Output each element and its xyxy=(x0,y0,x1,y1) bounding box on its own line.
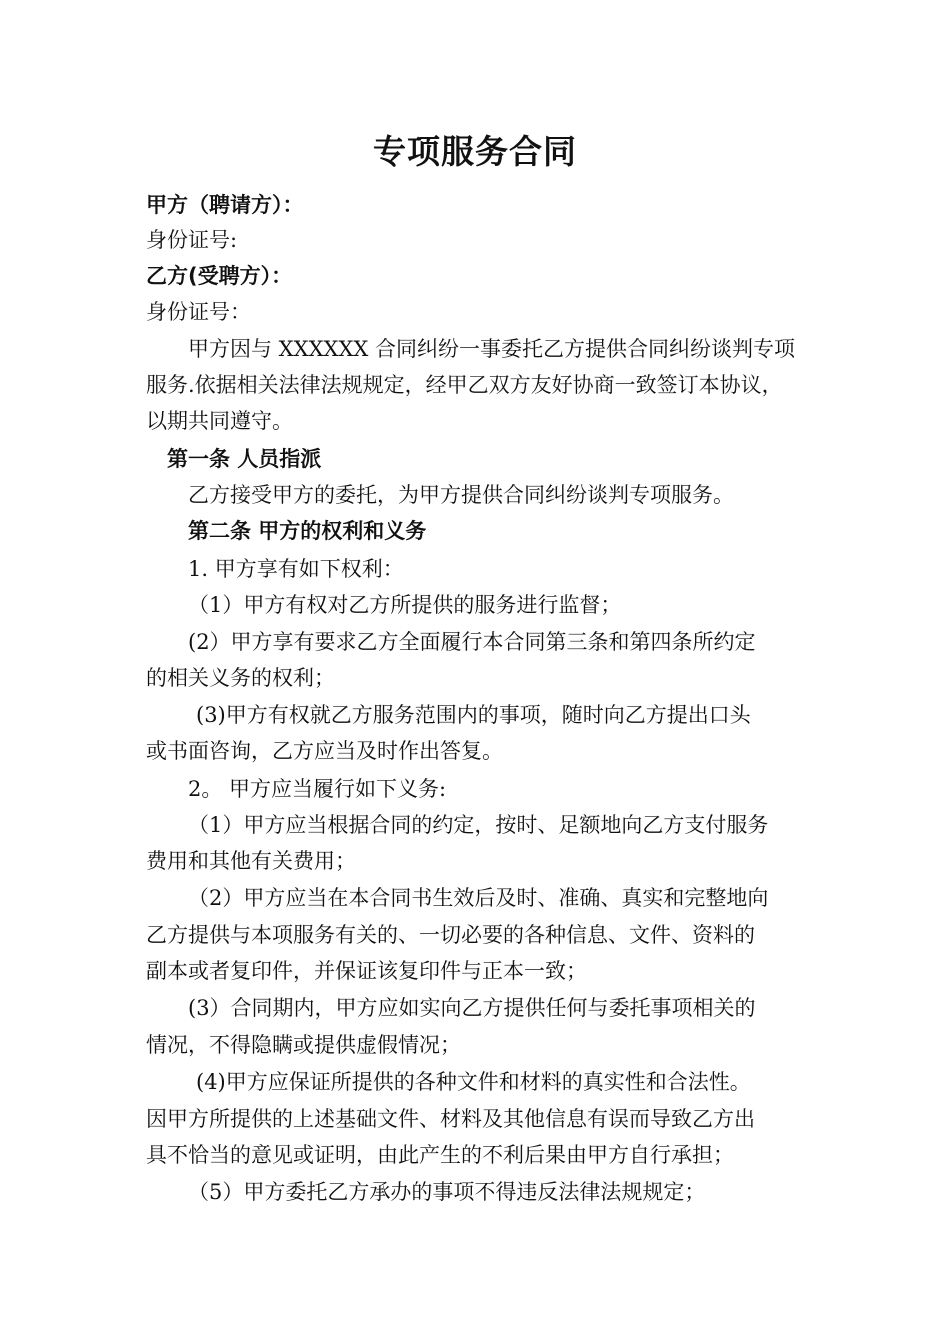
list-item: (2）甲方享有要求乙方全面履行本合同第三条和第四条所约定 xyxy=(188,630,756,654)
party-a-id-label: 身份证号: xyxy=(146,228,238,252)
list-item: 情况，不得隐瞒或提供虚假情况； xyxy=(146,1033,461,1057)
list-item: (4)甲方应保证所提供的各种文件和材料的真实性和合法性。 xyxy=(196,1070,751,1094)
section-heading: 第一条 人员指派 xyxy=(167,447,322,471)
party-a-label: 甲方（聘请方）： xyxy=(146,193,304,217)
paragraph-line: 甲方因与 XXXXXX 合同纠纷一事委托乙方提供合同纠纷谈判专项 xyxy=(188,337,796,361)
list-item: （2）甲方应当在本合同书生效后及时、准确、真实和完整地向 xyxy=(188,886,769,910)
list-item: 具不恰当的意见或证明，由此产生的不利后果由甲方自行承担； xyxy=(146,1143,734,1167)
paragraph-line: 以期共同遵守。 xyxy=(146,409,293,433)
list-item: 乙方提供与本项服务有关的、一切必要的各种信息、文件、资料的 xyxy=(146,923,755,947)
list-item: 或书面咨询，乙方应当及时作出答复。 xyxy=(146,739,503,763)
list-item: （5）甲方委托乙方承办的事项不得违反法律法规规定； xyxy=(188,1180,706,1204)
paragraph-line: 乙方接受甲方的委托，为甲方提供合同纠纷谈判专项服务。 xyxy=(188,483,734,507)
list-item: （1）甲方应当根据合同的约定，按时、足额地向乙方支付服务 xyxy=(188,813,769,837)
list-item: 的相关义务的权利； xyxy=(146,666,335,690)
list-item: 副本或者复印件，并保证该复印件与正本一致； xyxy=(146,959,587,983)
paragraph-line: 服务.依据相关法律法规规定，经甲乙双方友好协商一致签订本协议， xyxy=(146,373,783,397)
list-item: （1）甲方有权对乙方所提供的服务进行监督； xyxy=(188,593,622,617)
party-b-label: 乙方(受聘方）： xyxy=(146,264,293,288)
list-item: (3）合同期内，甲方应如实向乙方提供任何与委托事项相关的 xyxy=(188,996,756,1020)
page-title: 专项服务合同 xyxy=(373,132,577,171)
section-heading: 第二条 甲方的权利和义务 xyxy=(188,519,427,543)
list-item: 2。 甲方应当履行如下义务: xyxy=(188,777,447,801)
party-b-id-label: 身份证号： xyxy=(146,300,251,324)
list-item: 费用和其他有关费用； xyxy=(146,849,356,873)
list-item: 因甲方所提供的上述基础文件、材料及其他信息有误而导致乙方出 xyxy=(146,1107,755,1131)
list-item: 1. 甲方享有如下权利： xyxy=(188,557,404,581)
list-item: (3)甲方有权就乙方服务范围内的事项，随时向乙方提出口头 xyxy=(196,703,751,727)
